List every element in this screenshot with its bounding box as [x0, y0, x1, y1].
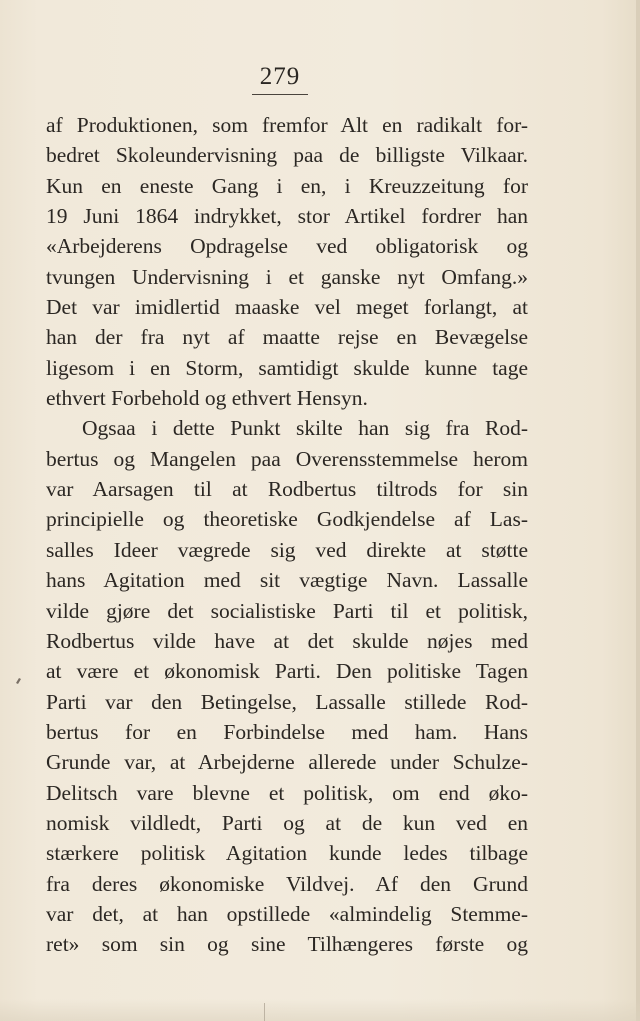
text-line-13: var Aarsagen til at Rodbertus tiltrods for sin: [46, 477, 528, 502]
text-line-23: Delitsch vare blevne et politisk, om end øko-: [46, 780, 528, 805]
binding-mark: [264, 1003, 265, 1021]
text-line-26: fra deres økonomiske Vildvej. Af den Grund: [46, 871, 528, 896]
text-line-7: Det var imidlertid maaske vel meget forlangt, at: [46, 295, 528, 320]
text-line-12: bertus og Mangelen paa Overensstemmelse herom: [46, 446, 528, 471]
text-line-14: principielle og theoretiske Godkjendelse af Las-: [46, 507, 528, 532]
text-line-15: salles Ideer vægrede sig ved direkte at støtte: [46, 537, 528, 562]
text-line-8: han der fra nyt af maatte rejse en Bevægelse: [46, 325, 528, 350]
text-line-25: stærkere politisk Agitation kunde ledes tilbage: [46, 841, 528, 866]
text-line-6: tvungen Undervisning i et ganske nyt Omfang.»: [46, 264, 528, 289]
text-line-19: at være et økonomisk Parti. Den politiske Tagen: [46, 659, 528, 684]
text-line-9: ligesom i en Storm, samtidigt skulde kunne tage: [46, 355, 528, 380]
text-line-10: ethvert Forbehold og ethvert Hensyn.: [46, 386, 368, 411]
margin-speck-icon: [14, 675, 24, 685]
text-line-27: var det, at han opstillede «almindelig Stemme-: [46, 901, 528, 926]
page-number-rule: [252, 94, 308, 95]
text-line-2: bedret Skoleundervisning paa de billigste Vilkaar.: [46, 143, 528, 168]
text-line-24: nomisk vildledt, Parti og at de kun ved en: [46, 810, 528, 835]
text-line-20: Parti var den Betingelse, Lassalle stillede Rod-: [46, 689, 528, 714]
text-line-28: ret» som sin og sine Tilhængeres første og: [46, 932, 528, 957]
text-line-1: af Produktionen, som fremfor Alt en radikalt for-: [46, 113, 528, 137]
page-edge: [636, 0, 640, 1021]
text-line-3: Kun en eneste Gang i en, i Kreuzzeitung for: [46, 173, 528, 198]
body-text: [46, 110, 528, 960]
margin-mark: [14, 675, 24, 685]
text-line-21: bertus for en Forbindelse med ham. Hans: [46, 719, 528, 744]
text-line-16: hans Agitation med sit vægtige Navn. Lassalle: [46, 568, 528, 593]
page-bottom-shadow: [0, 999, 640, 1021]
text-line-5: «Arbejderens Opdragelse ved obligatorisk og: [46, 234, 528, 259]
text-line-4: 19 Juni 1864 indrykket, stor Artikel fordrer han: [46, 204, 528, 229]
page-number: 279: [259, 63, 301, 90]
text-line-18: Rodbertus vilde have at det skulde nøjes med: [46, 628, 528, 653]
text-line-17: vilde gjøre det socialistiske Parti til et politisk,: [46, 598, 528, 623]
text-line-11: Ogsaa i dette Punkt skilte han sig fra Rod-: [82, 416, 528, 441]
text-line-22: Grunde var, at Arbejderne allerede under Schulze-: [46, 750, 528, 775]
